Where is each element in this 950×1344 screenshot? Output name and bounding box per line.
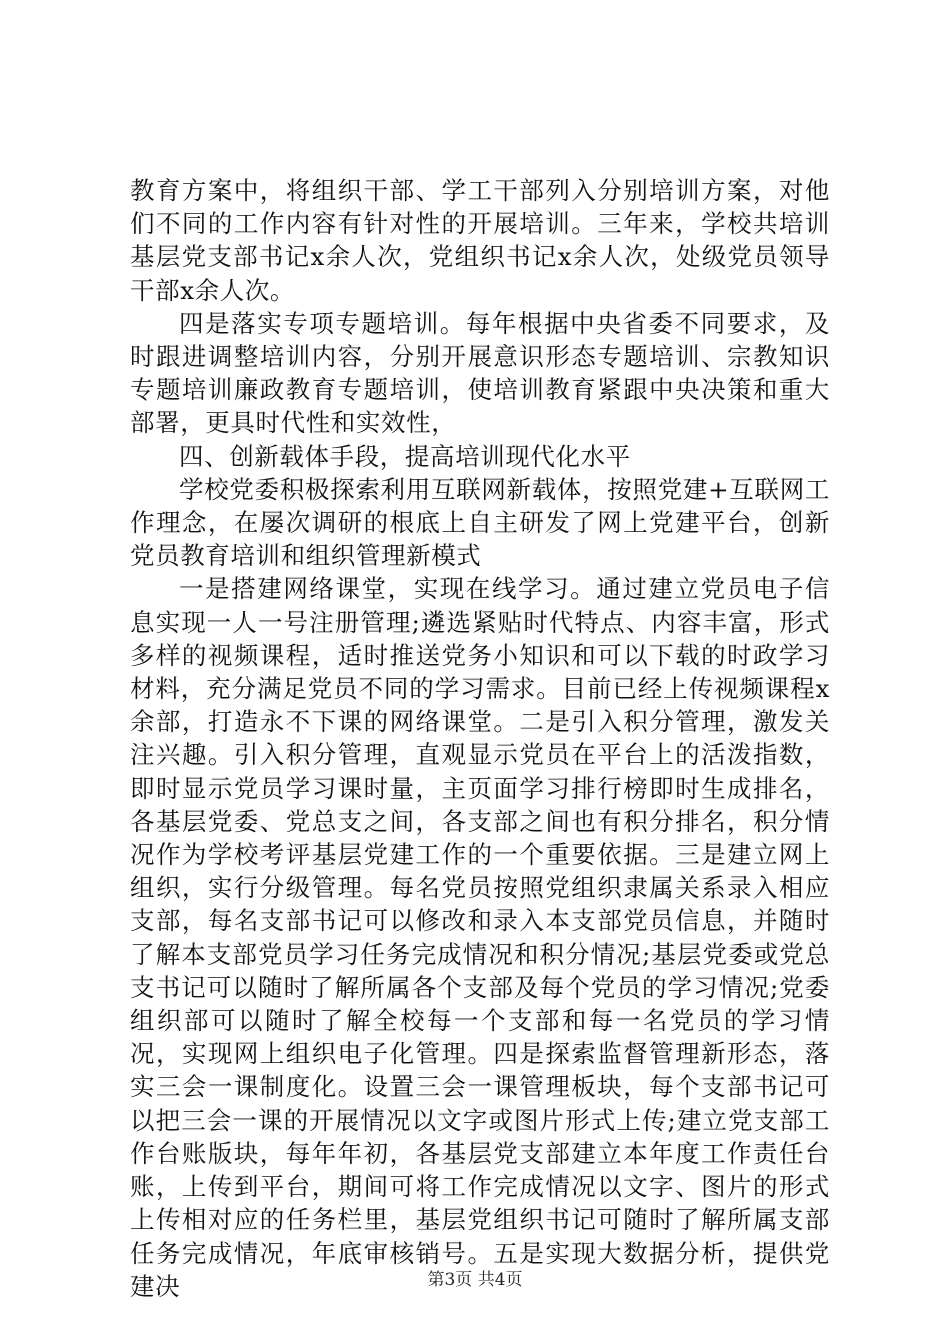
paragraph-online-learning: 一是搭建网络课堂，实现在线学习。通过建立党员电子信息实现一人一号注册管理;遴选紧贴时代特点、内容丰富，形式多样的视频课程，适时推送党务小知识和可以下载的时政学习材料，充分满足党员不同的学习需求。目前已经上传视频课程x余部，打造永不下课的网络课堂。二是引入积分管理，激发关注兴趣。引入积分管理，直观显示党员在平台上的活泼指数，即时显示党员学习课时量，主页面学习排行榜即时生成排名，各基层党委、党总支之间，各支部之间也有积分排名，积分情况作为学校考评基层党建工作的一个重要依据。三是建立网上组织，实行分级管理。每名党员按照党组织隶属关系录入相应支部，每名支部书记可以修改和录入本支部党员信息，并随时了解本支部党员学习任务完成情况和积分情况;基层党委或党总支书记可以随时了解所属各个支部及每个党员的学习情况;党委组织部可以随时了解全校每一个支部和每一名党员的学习情况，实现网上组织电子化管理。四是探索监督管理新形态，落实三会一课制度化。设置三会一课管理板块，每个支部书记可以把三会一课的开展情况以文字或图片形式上传;建立党支部工作台账版块，每年年初，各基层党支部建立本年度工作责任台账，上传到平台，期间可将工作完成情况以文字、图片的形式上传相对应的任务栏里，基层党组织书记可随时了解所属支部任务完成情况，年底审核销号。五是实现大数据分析，提供党建决 [130, 574, 830, 1301]
document-body [130, 174, 830, 1303]
paragraph-continuation: 教育方案中，将组织干部、学工干部列入分别培训方案，对他们不同的工作内容有针对性的开展培训。三年来，学校共培训基层党支部书记x余人次，党组织书记x余人次，处级党员领导干部x余人次。 [130, 176, 830, 305]
section-heading: 四、创新载体手段，提高培训现代化水平 [179, 441, 631, 471]
paragraph-special-training: 四是落实专项专题培训。每年根据中央省委不同要求，及时跟进调整培训内容，分别开展意识形态专题培训、宗教知识专题培训廉政教育专题培训，使培训教育紧跟中央决策和重大部署，更具时代性和实效性， [130, 308, 830, 438]
page-number: 第3页 共4页 [427, 1270, 523, 1290]
paragraph-platform-intro: 学校党委积极探索利用互联网新载体，按照党建+互联网工作理念，在屡次调研的根底上自主研发了网上党建平台，创新党员教育培训和组织管理新模式 [130, 474, 830, 571]
